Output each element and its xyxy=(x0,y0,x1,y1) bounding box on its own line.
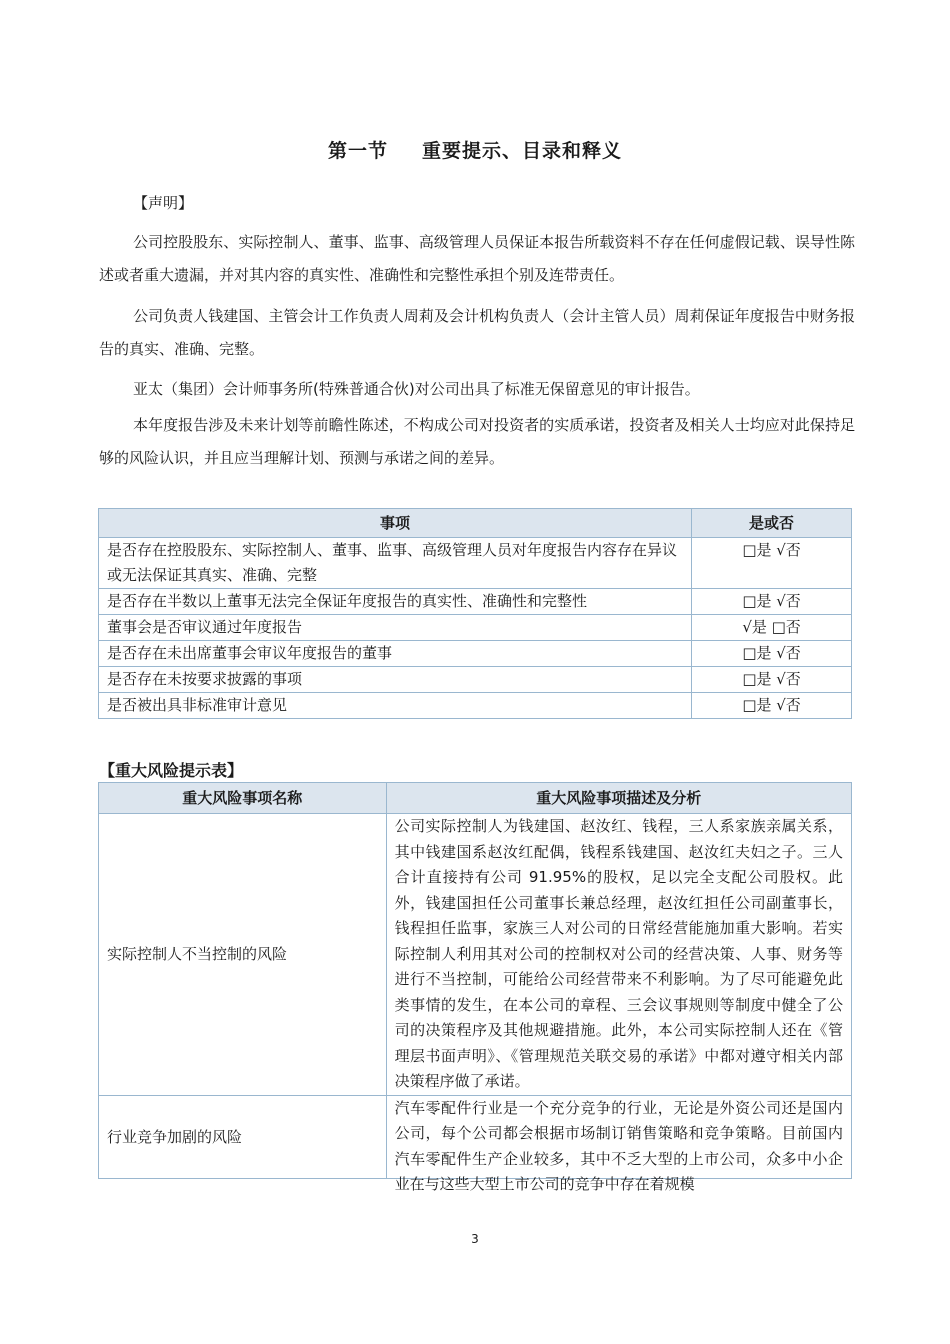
table-header-row xyxy=(99,509,852,538)
item-cell: 是否存在控股股东、实际控制人、董事、监事、高级管理人员对年度报告内容存在异议或无法保证其真实、准确、完整 xyxy=(99,538,692,589)
item-cell: 董事会是否审议通过年度报告 xyxy=(99,615,692,641)
table-row xyxy=(99,1095,852,1178)
section-title-number: 第一节 xyxy=(327,140,388,162)
table-row xyxy=(99,641,852,667)
table-row xyxy=(99,814,852,1096)
answer-cell: □是 √否 xyxy=(692,589,852,615)
risk-table-heading: 【重大风险提示表】 xyxy=(99,761,244,780)
page-number: 3 xyxy=(471,1232,479,1246)
column-header: 事项 xyxy=(99,509,692,538)
table-row xyxy=(99,538,852,589)
table-header-row xyxy=(99,783,852,814)
item-cell: 是否存在未出席董事会审议年度报告的董事 xyxy=(99,641,692,667)
column-header: 是或否 xyxy=(692,509,852,538)
risk-description-text: 汽车零配件行业是一个充分竞争的行业，无论是外资公司还是国内公司，每个公司都会根据市场制订销售策略和竞争策略。目前国内汽车零配件生产企业较多，其中不乏大型的上市公司，众多中小企业在与这些大型上市公司的竞争中存在着规模 xyxy=(394,1098,843,1193)
section-title xyxy=(0,136,950,163)
section-title-text: 重要提示、目录和释义 xyxy=(422,140,623,162)
answer-cell: □是 √否 xyxy=(692,693,852,719)
table-row xyxy=(99,589,852,615)
answer-cell: □是 √否 xyxy=(692,641,852,667)
item-cell: 是否被出具非标准审计意见 xyxy=(99,693,692,719)
table-row xyxy=(99,693,852,719)
item-cell: 是否存在半数以上董事无法完全保证年度报告的真实性、准确性和完整性 xyxy=(99,589,692,615)
statement-heading: 【声明】 xyxy=(133,194,194,212)
confirmation-table xyxy=(98,508,852,719)
paragraph-4: 本年度报告涉及未来计划等前瞻性陈述，不构成公司对投资者的实质承诺，投资者及相关人士均应对此保持足够的风险认识，并且应当理解计划、预测与承诺之间的差异。 xyxy=(99,416,855,467)
paragraph-3: 亚太（集团）会计师事务所(特殊普通合伙)对公司出具了标准无保留意见的审计报告。 xyxy=(133,380,700,398)
answer-cell: □是 √否 xyxy=(692,538,852,589)
column-header: 重大风险事项名称 xyxy=(99,783,387,814)
column-header: 重大风险事项描述及分析 xyxy=(386,783,851,814)
answer-cell: □是 √否 xyxy=(692,667,852,693)
risk-name-cell: 行业竞争加剧的风险 xyxy=(99,1095,387,1178)
table-row xyxy=(99,615,852,641)
paragraph-2: 公司负责人钱建国、主管会计工作负责人周莉及会计机构负责人（会计主管人员）周莉保证年度报告中财务报告的真实、准确、完整。 xyxy=(99,307,855,358)
risk-description-cell xyxy=(386,1095,851,1193)
item-cell: 是否存在未按要求披露的事项 xyxy=(99,667,692,693)
risk-table xyxy=(98,782,852,1193)
risk-description-cell: 公司实际控制人为钱建国、赵汝红、钱程，三人系家族亲属关系，其中钱建国系赵汝红配偶，钱程系钱建国、赵汝红夫妇之子。三人合计直接持有公司 91.95%的股权，足以完全支配公司股权。此外，钱建国担任公司董事长兼总经理，赵汝红担任公司副董事长，钱程担任监事，家族三人对公司的日常经营能施加重大影响。若实际控制人利用其对公司的控制权对公司的经营决策、人事、财务等进行不当控制，可能给公司经营带来不利影响。为了尽可能避免此类事情的发生，在本公司的章程、三会议事规则等制度中健全了公司的决策程序及其他规避措施。此外，本公司实际控制人还在《管理层书面声明》、《管理规范关联交易的承诺》中都对遵守相关内部决策程序做了承诺。 xyxy=(386,814,851,1096)
answer-cell: √是 □否 xyxy=(692,615,852,641)
table-row xyxy=(99,667,852,693)
risk-name-cell: 实际控制人不当控制的风险 xyxy=(99,814,387,1096)
paragraph-1: 公司控股股东、实际控制人、董事、监事、高级管理人员保证本报告所载资料不存在任何虚假记载、误导性陈述或者重大遗漏，并对其内容的真实性、准确性和完整性承担个别及连带责任。 xyxy=(99,233,855,284)
